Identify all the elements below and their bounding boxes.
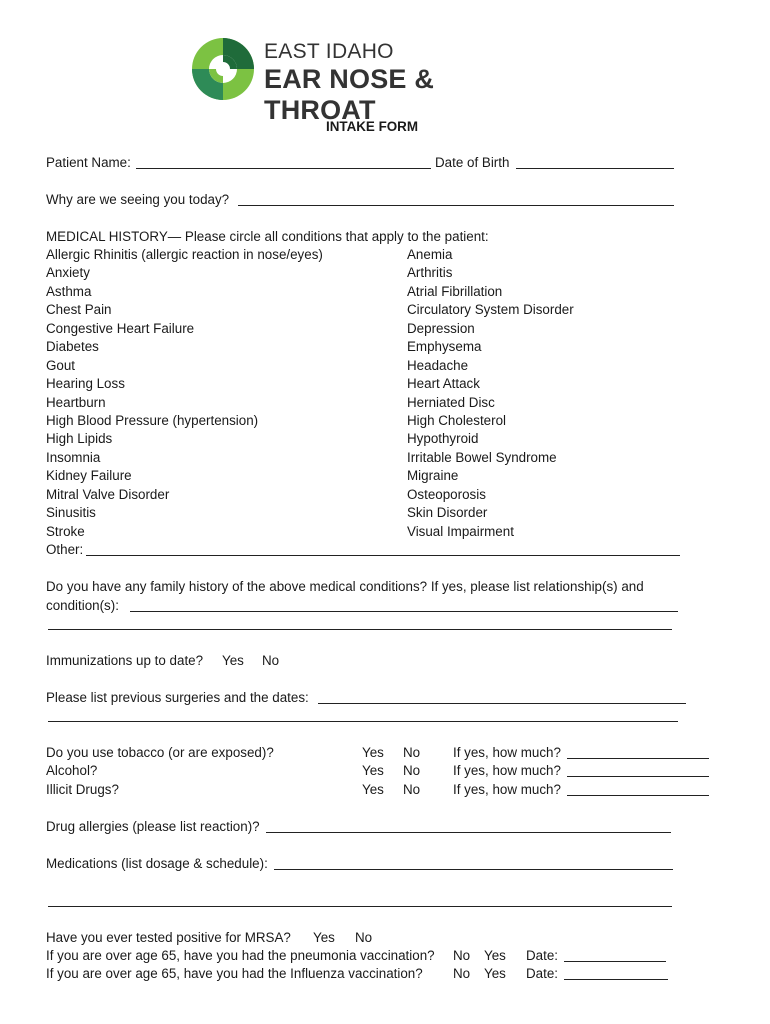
condition-item[interactable]: Mitral Valve Disorder [46,487,170,502]
patient-name-field[interactable] [136,168,431,169]
surgeries-field[interactable] [318,703,686,704]
condition-item[interactable]: Osteoporosis [407,487,486,502]
tobacco-how-much-field[interactable] [567,758,709,759]
condition-item[interactable]: Sinusitis [46,505,96,520]
condition-item[interactable]: Anemia [407,247,453,262]
condition-item[interactable]: Anxiety [46,265,90,280]
dob-label: Date of Birth [435,155,510,170]
tobacco-yes[interactable]: Yes [362,745,384,760]
logo-mark-icon [190,36,256,102]
medical-history-header: MEDICAL HISTORY— Please circle all conditions that apply to the patient: [46,229,489,244]
drug-allergies-field[interactable] [266,832,671,833]
pneumonia-label: If you are over age 65, have you had the pneumonia vaccination? [46,948,435,963]
pneumonia-date-field[interactable] [564,961,666,962]
condition-item[interactable]: Hearing Loss [46,376,125,391]
condition-item[interactable]: Arthritis [407,265,453,280]
reason-field[interactable] [238,205,674,206]
alcohol-label: Alcohol? [46,763,98,778]
condition-item[interactable]: Kidney Failure [46,468,132,483]
pneumonia-date-label: Date: [526,948,559,963]
condition-item[interactable]: High Cholesterol [407,413,506,428]
condition-item[interactable]: Insomnia [46,450,101,465]
influenza-yes[interactable]: Yes [484,966,506,981]
family-history-question: Do you have any family history of the above medical conditions? If yes, please list relationship(s) and [46,579,644,594]
immunizations-yes[interactable]: Yes [222,653,244,668]
clinic-logo [190,36,535,125]
condition-item[interactable]: Herniated Disc [407,395,495,410]
illicit-drugs-label: Illicit Drugs? [46,782,119,797]
condition-item[interactable]: Asthma [46,284,92,299]
medications-field-2[interactable] [48,906,672,907]
alcohol-how-much-field[interactable] [567,776,709,777]
condition-item[interactable]: Allergic Rhinitis (allergic reaction in nose/eyes) [46,247,323,262]
mrsa-yes[interactable]: Yes [313,930,335,945]
influenza-date-label: Date: [526,966,559,981]
condition-item[interactable]: Hypothyroid [407,431,479,446]
illicit-drugs-yes[interactable]: Yes [362,782,384,797]
tobacco-how-much-label: If yes, how much? [453,745,561,760]
condition-item[interactable]: Congestive Heart Failure [46,321,195,336]
tobacco-label: Do you use tobacco (or are exposed)? [46,745,274,760]
form-title: INTAKE FORM [326,119,418,134]
condition-item[interactable]: Headache [407,358,469,373]
condition-item[interactable]: Heartburn [46,395,106,410]
illicit-drugs-how-much-label: If yes, how much? [453,782,561,797]
surgeries-field-2[interactable] [48,721,678,722]
family-history-field-2[interactable] [48,629,672,630]
alcohol-no[interactable]: No [403,763,421,778]
influenza-label: If you are over age 65, have you had the Influenza vaccination? [46,966,423,981]
condition-item[interactable]: Stroke [46,524,85,539]
patient-name-label: Patient Name: [46,155,131,170]
mrsa-label: Have you ever tested positive for MRSA? [46,930,291,945]
alcohol-yes[interactable]: Yes [362,763,384,778]
condition-item[interactable]: Chest Pain [46,302,112,317]
illicit-drugs-how-much-field[interactable] [567,795,709,796]
condition-item[interactable]: High Blood Pressure (hypertension) [46,413,259,428]
influenza-no[interactable]: No [453,966,471,981]
pneumonia-yes[interactable]: Yes [484,948,506,963]
condition-item[interactable]: High Lipids [46,431,113,446]
condition-item[interactable]: Irritable Bowel Syndrome [407,450,557,465]
condition-item[interactable]: Heart Attack [407,376,480,391]
dob-field[interactable] [516,168,674,169]
condition-item[interactable]: Visual Impairment [407,524,514,539]
tobacco-no[interactable]: No [403,745,421,760]
condition-item[interactable]: Diabetes [46,339,99,354]
influenza-date-field[interactable] [564,979,668,980]
condition-item[interactable]: Atrial Fibrillation [407,284,503,299]
condition-item[interactable]: Skin Disorder [407,505,488,520]
condition-item[interactable]: Migraine [407,468,459,483]
family-history-condition-label: condition(s): [46,598,119,613]
reason-label: Why are we seeing you today? [46,192,230,207]
immunizations-label: Immunizations up to date? [46,653,204,668]
condition-item[interactable]: Gout [46,358,76,373]
condition-item[interactable]: Circulatory System Disorder [407,302,574,317]
illicit-drugs-no[interactable]: No [403,782,421,797]
other-field[interactable] [86,555,680,556]
medications-label: Medications (list dosage & schedule): [46,856,268,871]
immunizations-no[interactable]: No [262,653,280,668]
drug-allergies-label: Drug allergies (please list reaction)? [46,819,260,834]
surgeries-label: Please list previous surgeries and the dates: [46,690,309,705]
logo-line2: EAR NOSE & THROAT [264,64,435,125]
medications-field[interactable] [274,869,673,870]
other-label: Other: [46,542,84,557]
condition-item[interactable]: Emphysema [407,339,482,354]
condition-item[interactable]: Depression [407,321,475,336]
mrsa-no[interactable]: No [355,930,373,945]
pneumonia-no[interactable]: No [453,948,471,963]
logo-line1: EAST IDAHO [264,40,394,63]
family-history-field[interactable] [130,611,678,612]
alcohol-how-much-label: If yes, how much? [453,763,561,778]
